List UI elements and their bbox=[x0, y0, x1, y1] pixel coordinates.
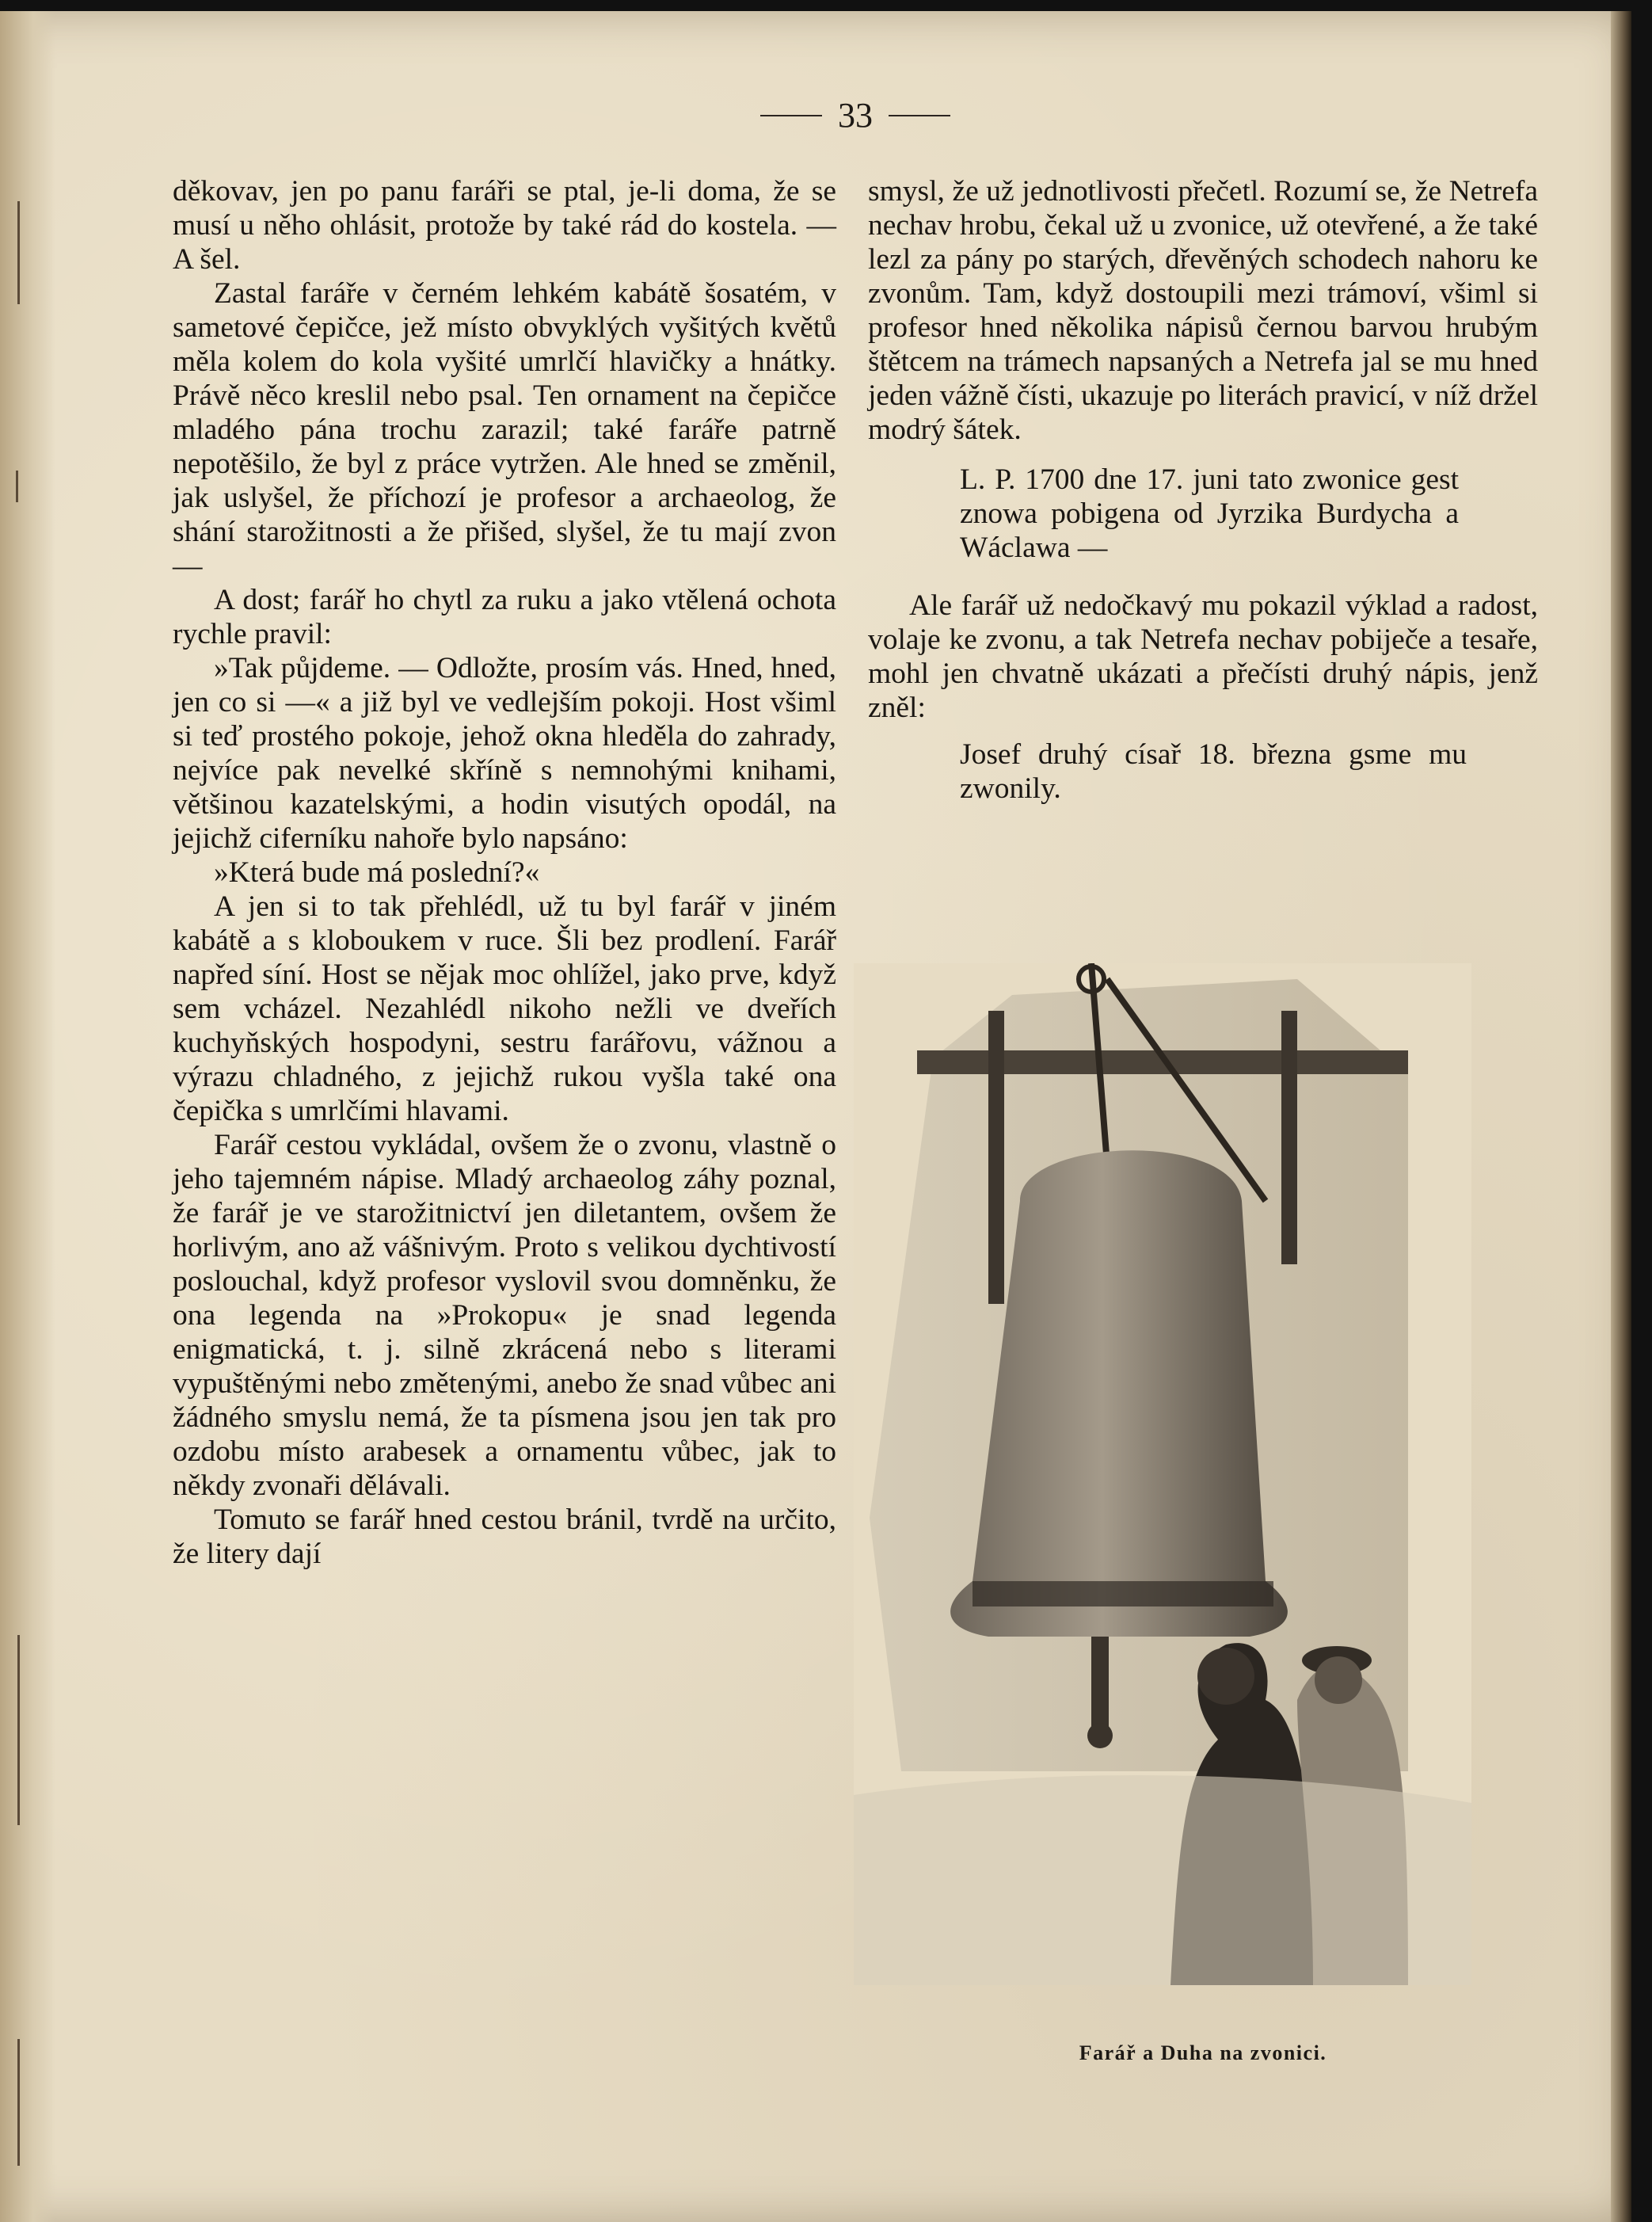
margin-mark bbox=[16, 471, 18, 502]
paragraph: A jen si to tak přehlédl, už tu byl farář v jiném kabátě a s kloboukem v ruce. Šli bez prodlení. Farář napřed síní. Host se nějak moc ohlížel, jako prve, když sem vcházel. Nezahlédl nikoho nežli ve dveřích kuchyňských hospodyni, sestru farářovu, vážnou a výrazu chladného, z jejichž rukou vyšla také ona čepička s umrlčími hlavami. bbox=[173, 890, 836, 1127]
page-edge bbox=[1611, 11, 1631, 2222]
paragraph: smysl, že už jednotlivosti přečetl. Rozumí se, že Netrefa nechav hrobu, čekal už u zvonice, už otevřené, a že také lezl za pány po starých, dřevěných schodech nahoru ke zvonům. Tam, když dostoupili mezi trámoví, všiml si profesor hned několika nápisů černou barvou hrubým štětcem na trámech napsaných a Netrefa jal se mu hned jeden vážně čísti, ukazuje po literách pravicí, v níž držel modrý šátek. bbox=[868, 175, 1538, 446]
paragraph: Tomuto se farář hned cestou bránil, tvrdě na určito, že litery dají bbox=[173, 1504, 836, 1570]
right-text-column bbox=[868, 174, 1538, 806]
bell-tower-illustration bbox=[854, 963, 1471, 1985]
paragraph: »Tak půjdeme. — Odložte, prosím vás. Hned, hned, jen co si —« a již byl ve vedlejším pokoji. Host všiml si teď prostého pokoje, jehož okna hleděla do zahrady, nejvíce pak nevelké skříně s nemnohými knihami, většinou kazatelskými, a hodin visutých opodál, na jejichž ciferníku nahoře bylo napsáno: bbox=[173, 652, 836, 855]
inscription-block bbox=[960, 463, 1459, 565]
bell-clapper-ball bbox=[1087, 1723, 1113, 1748]
margin-mark bbox=[17, 201, 20, 304]
paragraph: Ale farář už nedočkavý mu pokazil výklad a radost, volaje ke zvonu, a tak Netrefa nechav pobiječe a tesaře, mohl jen chvatně ukázati a přečísti druhý nápis, jenž zněl: bbox=[868, 589, 1538, 724]
paragraph: Farář cestou vykládal, ovšem že o zvonu, vlastně o jeho tajemném nápise. Mladý archaeolog záhy poznal, že farář je ve starožitnictví jen diletantem, ovšem že horlivým, ano až vášnivým. Proto s velikou dychtivostí poslouchal, když profesor vyslovil svou domněnku, že ona legenda na »Prokopu« je snad legenda enigmatická, t. j. silně zkrácená nebo s literami vypuštěnými nebo změtenými, anebo že snad vůbec ani žádného smyslu nemá, že ta písmena jsou jen tak pro ozdobu místo arabesek a ornamentu vůbec, jak to někdy zvonaři dělávali. bbox=[173, 1129, 836, 1502]
header-rule-left bbox=[760, 115, 822, 116]
margin-mark bbox=[17, 1635, 20, 1825]
bell-clapper bbox=[1091, 1637, 1109, 1732]
floor bbox=[854, 1775, 1471, 1985]
book-page bbox=[0, 11, 1631, 2222]
paragraph: Zastal faráře v černém lehkém kabátě šosatém, v sametové čepičce, jež místo obvyklých vyšitých květů měla kolem do kola vyšité umrlčí hlavičky a hnátky. Právě něco kreslil nebo psal. Ten ornament na čepičce mladého pána trochu zarazil; také faráře patrně nepotěšilo, že byl z práce vytržen. Ale hned se změnil, jak uslyšel, že příchozí je profesor a archaeolog, že shání starožitnosti a že přišed, slyšel, že tu mají zvon — bbox=[173, 277, 836, 582]
beam-post bbox=[988, 1011, 1004, 1304]
left-text-column bbox=[173, 174, 836, 1571]
figure-archaeologist-head bbox=[1315, 1656, 1362, 1704]
margin-mark bbox=[17, 2039, 20, 2166]
paragraph: děkovav, jen po panu faráři se ptal, je-li doma, že se musí u něho ohlásit, protože by také rád do kostela. — A šel. bbox=[173, 175, 836, 276]
page-number: 33 bbox=[838, 96, 873, 135]
inscription-block bbox=[960, 737, 1467, 806]
page-spine-shadow bbox=[0, 11, 55, 2222]
inscription-text: Josef druhý císař 18. března gsme mu zwonily. bbox=[960, 738, 1467, 805]
page-header bbox=[737, 96, 974, 135]
quotation: »Která bude má poslední?« bbox=[214, 856, 540, 889]
inscription-text: L. P. 1700 dne 17. juni tato zwonice gest znowa pobigena od Jyrzika Burdycha a Wáclawa — bbox=[960, 463, 1459, 564]
paragraph: A dost; farář ho chytl za ruku a jako vtělená ochota rychle pravil: bbox=[173, 584, 836, 650]
header-rule-right bbox=[889, 115, 950, 116]
figure-priest-head bbox=[1197, 1648, 1254, 1705]
beam-post bbox=[1281, 1011, 1297, 1264]
bell-lip-band bbox=[973, 1581, 1273, 1606]
illustration-caption: Farář a Duha na zvonici. bbox=[1079, 2041, 1327, 2064]
